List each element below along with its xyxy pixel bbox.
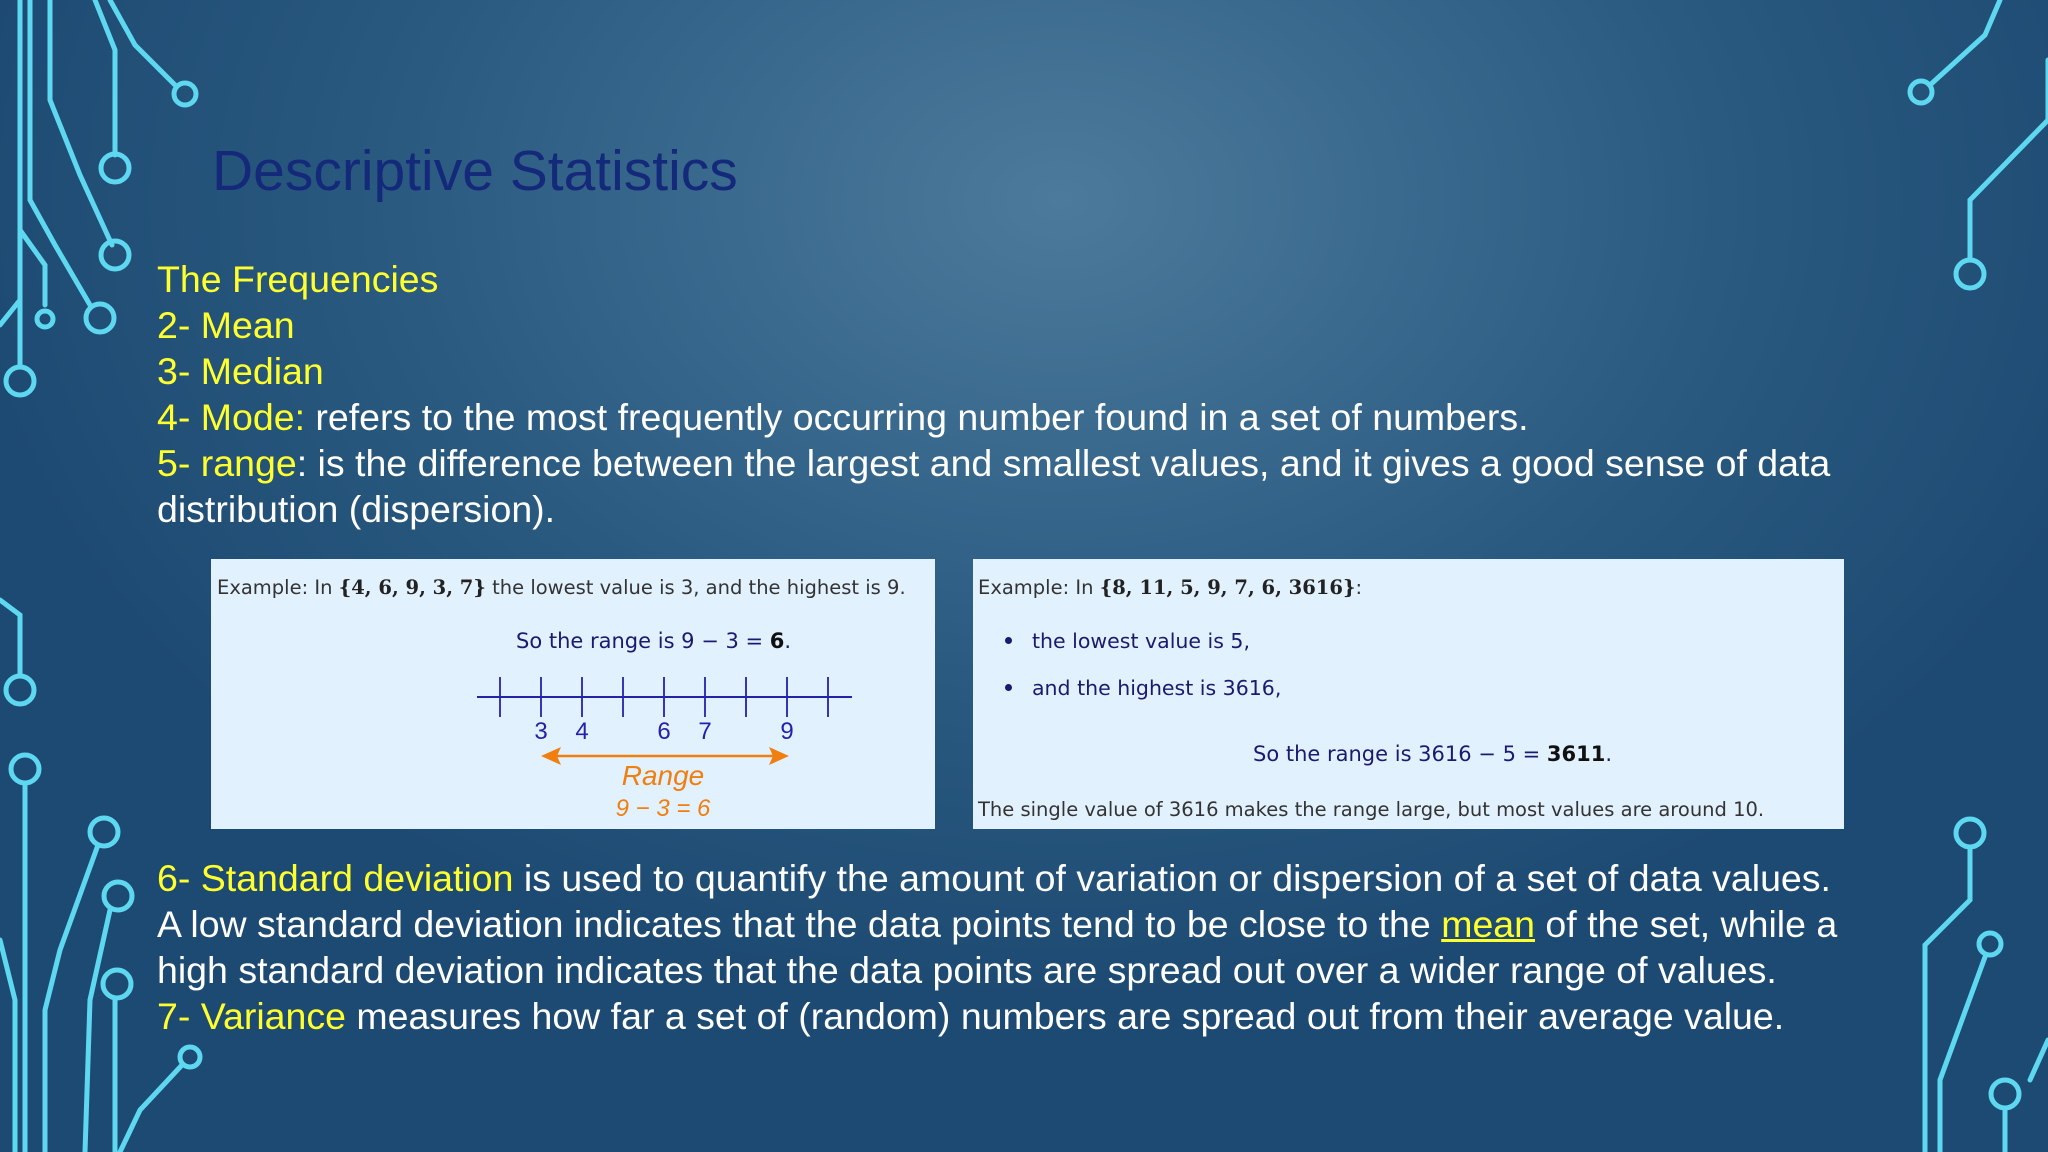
item-label: 3- Median [157, 350, 324, 392]
example-range-outlier [973, 559, 1844, 829]
list-item-std-dev [157, 855, 1917, 901]
list-item-median [157, 348, 1897, 394]
range-result: So the range is 9 − 3 = 6. [516, 629, 792, 653]
example-heading: Example: In {8, 11, 5, 9, 7, 6, 3616}: [978, 576, 1363, 599]
example-heading: Example: In {4, 6, 9, 3, 7} the lowest value is 3, and the highest is 9. [217, 576, 906, 599]
example-range-small [211, 559, 935, 829]
range-result: So the range is 3616 − 5 = 3611. [1253, 742, 1613, 766]
tick-label: 4 [575, 718, 589, 745]
tick-label: 3 [534, 718, 548, 745]
number-line-diagram [211, 559, 935, 829]
list-item-variance [157, 993, 1917, 1039]
mean-link[interactable]: mean [1441, 903, 1536, 945]
item-text: distribution (dispersion). [157, 488, 556, 530]
list-item-frequencies [157, 256, 1897, 302]
body-list [157, 256, 1897, 532]
example-note: The single value of 3616 makes the range large, but most values are around 10. [978, 798, 1765, 821]
list-item-mode [157, 394, 1897, 440]
item-label: 6- Standard deviation [157, 857, 514, 899]
item-text: high standard deviation indicates that the data points are spread out over a wider range of values. [157, 949, 1777, 991]
list-item-mean [157, 302, 1897, 348]
tick-label: 7 [698, 718, 712, 745]
range-value: 3611 [1546, 742, 1606, 766]
item-text: A low standard deviation indicates that the data points tend to be close to the [157, 903, 1442, 945]
item-text: is used to quantify the amount of variation or dispersion of a set of data values. [513, 857, 1831, 899]
list-item-std-dev-cont [157, 947, 1917, 993]
item-label: 2- Mean [157, 304, 295, 346]
list-item-range-cont [157, 486, 1897, 532]
tick-label: 6 [657, 718, 671, 745]
range-value: 6 [769, 629, 785, 653]
item-label: The Frequencies [157, 258, 439, 300]
list-item-range [157, 440, 1897, 486]
list-item-std-dev-cont [157, 901, 1917, 947]
item-text: refers to the most frequently occurring number found in a set of numbers. [305, 396, 1529, 438]
bullet-item: the lowest value is 5, [1005, 629, 1250, 653]
item-text: measures how far a set of (random) numbers are spread out from their average value. [345, 995, 1785, 1037]
example-set: {4, 6, 9, 3, 7} [338, 576, 486, 599]
bullet-icon [1005, 637, 1012, 644]
body-list-continued [157, 855, 1917, 1039]
item-label: 5- range [157, 442, 297, 484]
slide-title: Descriptive Statistics [212, 139, 738, 203]
range-expression: 9 − 3 = 6 [615, 795, 711, 822]
example-set: {8, 11, 5, 9, 7, 6, 3616} [1099, 576, 1356, 599]
item-text: : is the difference between the largest and smallest values, and it gives a good sense of data [296, 442, 1831, 484]
item-text: of the set, while a [1535, 903, 1838, 945]
item-label: 7- Variance [157, 995, 346, 1037]
range-label: Range [621, 760, 705, 791]
bullet-item: and the highest is 3616, [1005, 676, 1281, 700]
item-label: 4- Mode: [157, 396, 305, 438]
bullet-icon [1005, 684, 1012, 691]
tick-label: 9 [780, 718, 794, 745]
